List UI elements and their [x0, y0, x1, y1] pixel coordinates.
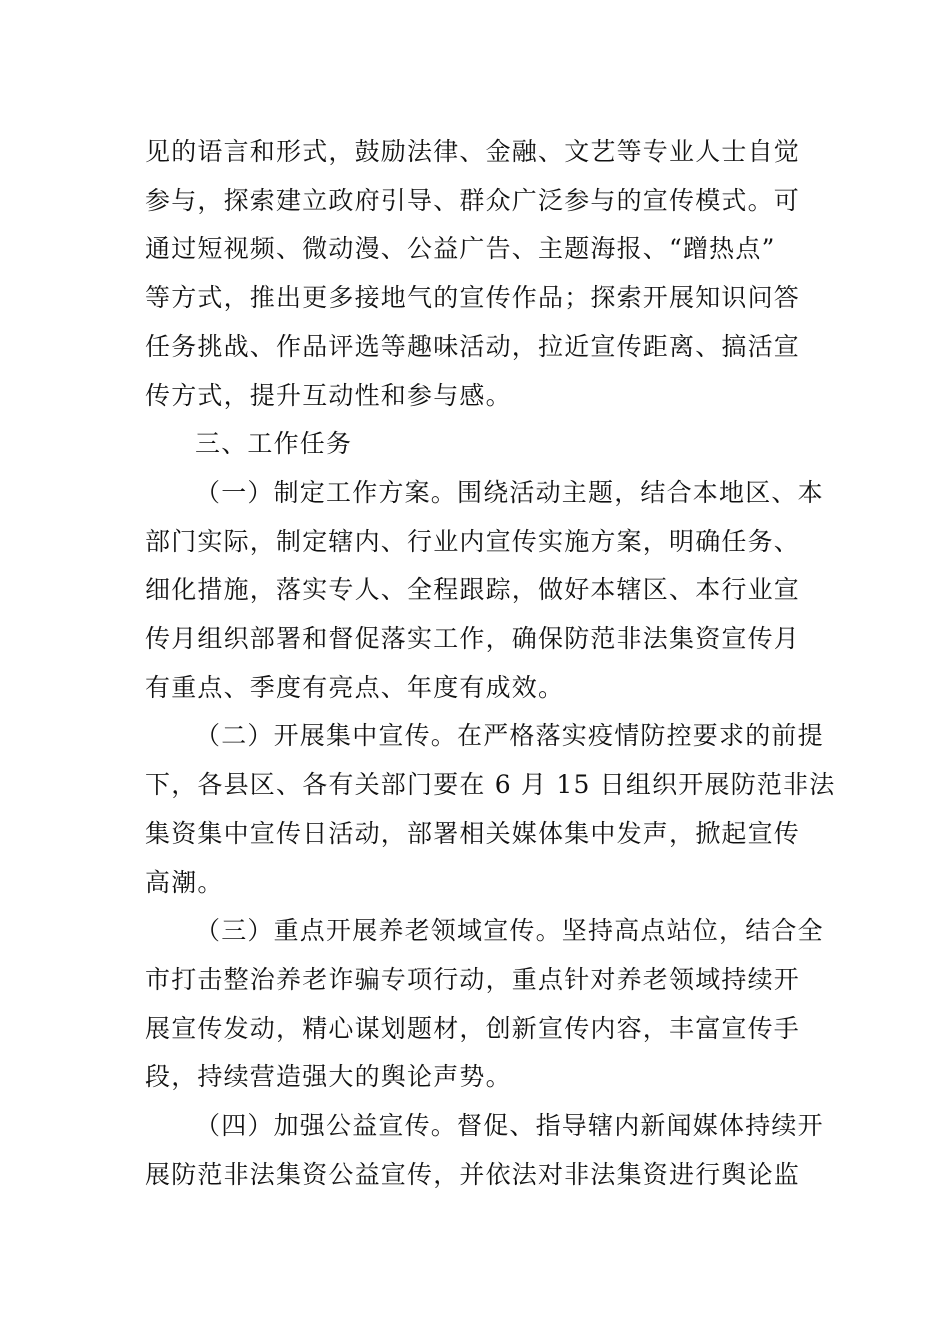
paragraph-continuation	[145, 128, 809, 420]
section-heading	[145, 420, 809, 469]
text-line: 展防范非法集资公益宣传，并依法对非法集资进行舆论监	[145, 1159, 801, 1189]
section-heading-text: 三、工作任务	[195, 429, 353, 459]
text-line: 高潮。	[145, 867, 224, 897]
document-body	[145, 128, 836, 1199]
paragraph-task-1	[145, 469, 824, 713]
text-line: 传月组织部署和督促落实工作，确保防范非法集资宣传月	[145, 624, 801, 654]
text-line: 见的语言和形式，鼓励法律、金融、文艺等专业人士自觉	[145, 137, 801, 166]
text-line: （四）加强公益宣传。督促、指导辖内新闻媒体持续开	[195, 1111, 824, 1141]
text-line: 下，各县区、各有关部门要在 6 月 15 日组织开展防范非法	[145, 770, 836, 800]
text-line: 部门实际，制定辖内、行业内宣传实施方案，明确任务、	[145, 526, 801, 556]
text-line: 参与，探索建立政府引导、群众广泛参与的宣传模式。可	[145, 185, 801, 215]
text-line: 段，持续营造强大的舆论声势。	[145, 1062, 512, 1092]
text-line: 集资集中宣传日活动，部署相关媒体集中发声，掀起宣传	[145, 818, 801, 848]
text-line: 展宣传发动，精心谋划题材，创新宣传内容，丰富宣传手	[145, 1013, 801, 1043]
text-line: 等方式，推出更多接地气的宣传作品；探索开展知识问答	[145, 283, 801, 313]
text-line: 任务挑战、作品评选等趣味活动，拉近宣传距离、搞活宣	[145, 331, 801, 361]
text-line: 有重点、季度有亮点、年度有成效。	[145, 672, 565, 702]
paragraph-task-2	[145, 712, 836, 907]
text-line: 通过短视频、微动漫、公益广告、主题海报、“蹭热点”	[145, 234, 776, 264]
text-line: 市打击整治养老诈骗专项行动，重点针对养老领域持续开	[145, 964, 801, 994]
text-line: 细化措施，落实专人、全程跟踪，做好本辖区、本行业宣	[145, 575, 801, 605]
paragraph-task-4	[145, 1102, 824, 1199]
text-line: 传方式，提升互动性和参与感。	[145, 380, 512, 410]
text-line: （二）开展集中宣传。在严格落实疫情防控要求的前提	[195, 721, 824, 751]
text-line: （一）制定工作方案。围绕活动主题，结合本地区、本	[195, 477, 824, 507]
text-line: （三）重点开展养老领域宣传。坚持高点站位，结合全	[195, 916, 824, 946]
paragraph-task-3	[145, 907, 824, 1102]
